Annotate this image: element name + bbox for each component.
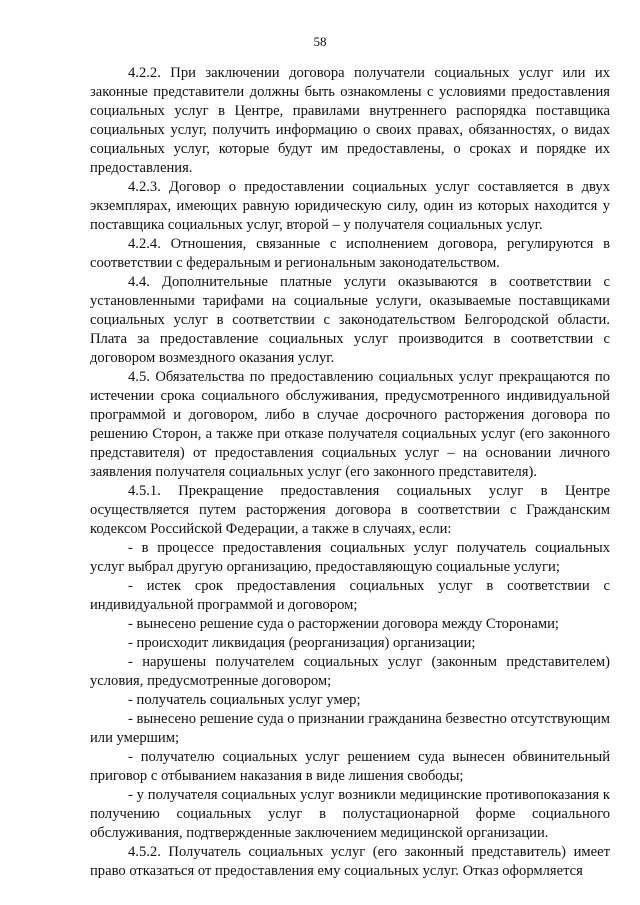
page-number: 58 (313, 34, 327, 49)
list-item-conditions-violated: - нарушены получателем социальных услуг (законным представителем) условия, предусмотренные договором; (90, 654, 610, 689)
paragraph-4-5: 4.5. Обязательства по предоставлению социальных услуг прекращаются по истечении срока социального обслуживания, предусмотренного индивидуальной программой и договором, либо в случае досрочного расторжения договора по решению Сторон, а также при отказе получателя социальных услуг (его законного представителя) от предоставления социальных услуг – на основании личного заявления получателя социальных услуг (его законного представителя). (90, 369, 610, 480)
paragraph-4-5-2: 4.5.2. Получатель социальных услуг (его законный представитель) имеет право отказаться от предоставления ему социальных услуг. Отказ оформляется (90, 844, 610, 879)
paragraph-4-2-2: 4.2.2. При заключении договора получатели социальных услуг или их законные представители должны быть ознакомлены с условиями предоставления социальных услуг в Центре, правилами внутреннего распорядка поставщика социальных услуг, получить информацию о своих правах, обязанностях, о видах социальных услуг, которые будут им предоставлены, о сроках и порядке их предоставления. (90, 65, 610, 176)
list-item-recipient-died: - получатель социальных услуг умер; (128, 692, 361, 708)
list-item-term-expired: - истек срок предоставления социальных услуг в соответствии с индивидуальной программой и договором; (90, 578, 610, 613)
list-item-other-organization: - в процессе предоставления социальных услуг получатель социальных услуг выбрал другую организацию, предоставляющую социальные услуги; (90, 540, 610, 575)
paragraph-4-2-4: 4.2.4. Отношения, связанные с исполнением договора, регулируются в соответствии с федеральным и региональным законодательством. (90, 236, 610, 271)
document-body (90, 64, 610, 881)
paragraph-4-2-3: 4.2.3. Договор о предоставлении социальных услуг составляется в двух экземплярах, имеющих равную юридическую силу, один из которых находится у поставщика социальных услуг, второй – у получателя социальных услуг. (90, 179, 610, 233)
list-item-liquidation: - происходит ликвидация (реорганизация) организации; (128, 635, 476, 651)
list-item-missing-or-dead: - вынесено решение суда о признании гражданина безвестно отсутствующим или умершим; (90, 711, 610, 746)
paragraph-4-5-1: 4.5.1. Прекращение предоставления социальных услуг в Центре осуществляется путем расторжения договора в соответствии с Гражданским кодексом Российской Федерации, а также в случаях, если: (90, 483, 610, 537)
list-item-conviction: - получателю социальных услуг решением суда вынесен обвинительный приговор с отбыванием наказания в виде лишения свободы; (90, 749, 610, 784)
list-item-court-decision: - вынесено решение суда о расторжении договора между Сторонами; (128, 616, 559, 632)
list-item-medical-contraindications: - у получателя социальных услуг возникли медицинские противопоказания к получению социальных услуг в полустационарной форме социального обслуживания, подтвержденные заключением медицинской организации. (90, 787, 610, 841)
paragraph-4-4: 4.4. Дополнительные платные услуги оказываются в соответствии с установленными тарифами на социальные услуги, оказываемые поставщиками социальных услуг в соответствии с законодательством Белгородской области. Плата за предоставление социальных услуг производится в соответствии с договором возмездного оказания услуг. (90, 274, 610, 366)
